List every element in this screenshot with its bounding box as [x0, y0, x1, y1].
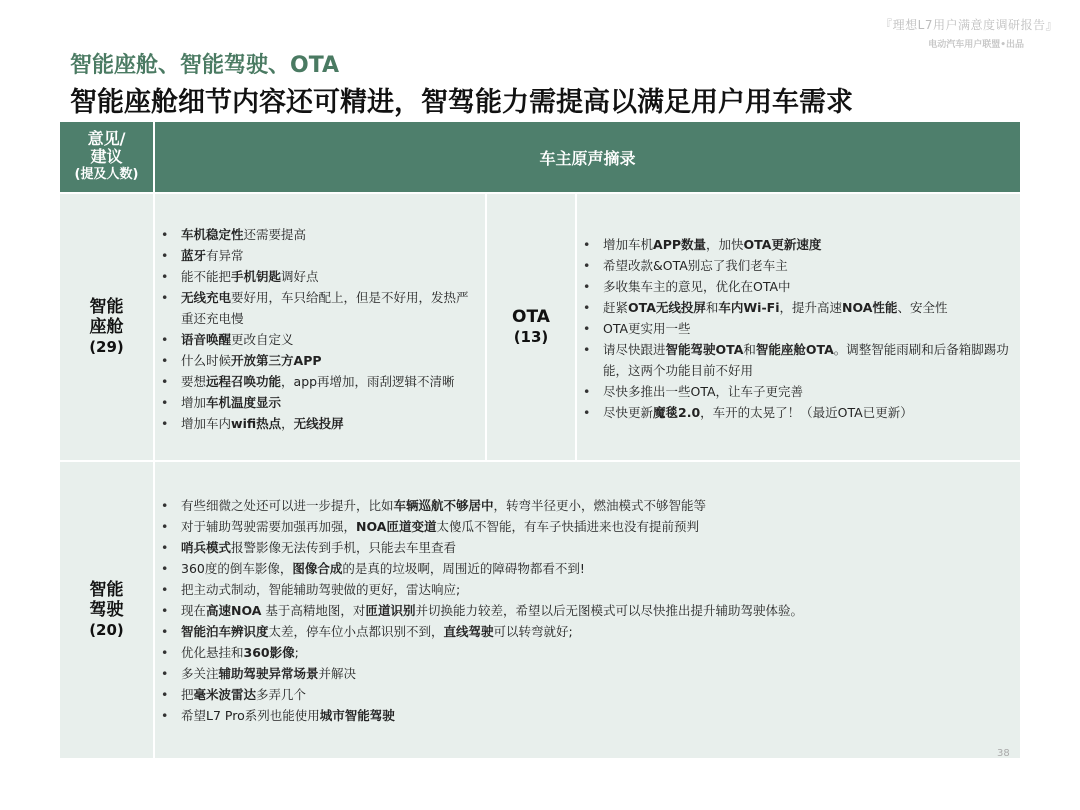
- quote-text: 增加: [181, 395, 207, 410]
- cockpit-quote-item: [157, 245, 475, 266]
- category-ota-count: (13): [513, 328, 549, 346]
- quote-text: 有些细微之处还可以进一步提升，比如: [181, 498, 394, 513]
- driving-quote-item: [157, 663, 1014, 684]
- cockpit-quote-item: [157, 350, 475, 371]
- quote-text: 报警影像无法传到手机，只能去车里查看: [231, 540, 457, 555]
- quote-text: 360度的倒车影像，: [181, 561, 293, 576]
- quote-highlight: 高速NOA: [206, 603, 262, 618]
- quote-text: 多弄几个: [256, 687, 307, 702]
- report-subtitle: 电动汽车用户联盟•出品: [928, 40, 1024, 50]
- driving-quotes-list: [157, 495, 1014, 726]
- quote-highlight: 开放第三方APP: [231, 353, 322, 368]
- quote-text: 太傻瓜不智能，有车子快插进来也没有提前预判: [436, 519, 699, 534]
- cockpit-quote-item: [157, 287, 475, 329]
- category-driving: [60, 462, 153, 758]
- quote-highlight: 魔毯2.0: [653, 405, 701, 420]
- quote-text: ，: [281, 416, 294, 431]
- category-cockpit-line1: 智能: [89, 297, 124, 317]
- quote-text: ，加快: [706, 237, 744, 252]
- quote-highlight: NOA匝道变道: [356, 519, 437, 534]
- ota-quote-item: [579, 381, 1014, 402]
- quote-text: 对于辅助驾驶需要加强再加强，: [181, 519, 357, 534]
- quote-highlight: 哨兵模式: [181, 540, 232, 555]
- ota-quote-item: [579, 297, 1014, 318]
- quote-text: 优化悬挂和: [181, 645, 244, 660]
- quote-highlight: wifi热点: [231, 416, 282, 431]
- quote-text: 希望L7 Pro系列也能使用: [181, 708, 320, 723]
- quote-text: 和: [705, 300, 719, 315]
- driving-quote-item: [157, 516, 1014, 537]
- driving-quote-item: [157, 621, 1014, 642]
- cockpit-quote-item: [157, 371, 475, 392]
- quote-text: 、安全性: [897, 300, 948, 315]
- quote-text: 现在: [181, 603, 207, 618]
- quote-text: 请尽快跟进: [603, 342, 666, 357]
- header-opinion-cell: [60, 122, 153, 192]
- quote-text: 有异常: [206, 248, 244, 263]
- header-opinion-line2: 建议: [90, 147, 123, 166]
- ota-quote-item: [579, 402, 1014, 423]
- quote-highlight: 车内Wi-Fi: [718, 300, 780, 315]
- quote-text: 基于高精地图，对: [261, 603, 366, 618]
- cockpit-quote-item: [157, 224, 475, 245]
- quote-highlight: 无线充电: [181, 290, 232, 305]
- category-driving-count: (20): [89, 621, 124, 639]
- driving-quote-item: [157, 558, 1014, 579]
- quote-text: 什么时候: [181, 353, 232, 368]
- quote-highlight: 辅助驾驶异常场景: [218, 666, 319, 681]
- quote-text: 。调整智能雨刷和后备箱脚踢功能，这两个功能目前不好用: [603, 342, 1009, 378]
- category-cockpit-count: (29): [89, 338, 124, 356]
- quote-text: 还需要提高: [243, 227, 307, 242]
- category-ota-name: OTA: [512, 307, 550, 327]
- cockpit-quote-item: [157, 266, 475, 287]
- quote-text: 并切换能力较差，希望以后无图模式可以尽快推出提升辅助驾驶体验。: [415, 603, 803, 618]
- driving-quote-item: [157, 537, 1014, 558]
- driving-quote-item: [157, 642, 1014, 663]
- quote-highlight: 图像合成: [292, 561, 343, 576]
- quote-highlight: 语音唤醒: [181, 332, 232, 347]
- quote-text: 要好用，车只给配上，但是不好用，发热严重还充电慢: [181, 290, 469, 326]
- page-headline: 智能座舱细节内容还可精进，智驾能力需提高以满足用户用车需求: [70, 87, 853, 118]
- quote-text: ，app再增加，雨刮逻辑不清晰: [281, 374, 455, 389]
- quote-text: 调好点: [281, 269, 319, 284]
- header-quotes-cell: 车主原声摘录: [155, 122, 1020, 192]
- category-driving-line2: 驾驶: [89, 600, 124, 620]
- cockpit-quote-item: [157, 413, 475, 434]
- driving-quote-item: [157, 495, 1014, 516]
- quote-text: 并解决: [318, 666, 357, 681]
- page-number: 38: [997, 748, 1010, 759]
- quote-text: 能不能把: [181, 269, 232, 284]
- quote-highlight: NOA性能: [842, 300, 898, 315]
- quote-highlight: OTA更新速度: [743, 237, 822, 252]
- quote-text: 增加车机: [603, 237, 654, 252]
- quote-highlight: OTA无线投屏: [628, 300, 706, 315]
- ota-quote-item: [579, 318, 1014, 339]
- quote-highlight: 智能驾驶OTA: [665, 342, 744, 357]
- category-cockpit: [60, 194, 153, 460]
- quote-text: 尽快多推出一些OTA，让车子更完善: [603, 384, 804, 399]
- quote-text: ，转弯半径更小，燃油模式不够智能等: [493, 498, 707, 513]
- category-cockpit-line2: 座舱: [89, 317, 124, 337]
- ota-quotes-list: [579, 234, 1014, 423]
- quote-text: 更改自定义: [231, 332, 294, 347]
- quote-highlight: 城市智能驾驶: [319, 708, 395, 723]
- quote-highlight: 无线投屏: [293, 416, 344, 431]
- quote-highlight: 智能座舱OTA: [755, 342, 834, 357]
- quote-text: 希望改款&OTA别忘了我们老车主: [603, 258, 788, 273]
- quote-text: 可以转弯就好;: [493, 624, 573, 639]
- quote-text: 多收集车主的意见，优化在OTA中: [603, 279, 791, 294]
- quote-highlight: 360影像: [243, 645, 295, 660]
- section-label: 智能座舱、智能驾驶、OTA: [70, 53, 340, 78]
- ota-quote-item: [579, 234, 1014, 255]
- quote-highlight: 直线驾驶: [443, 624, 494, 639]
- driving-quote-item: [157, 684, 1014, 705]
- quote-text: 太差，停车位小点都识别不到，: [268, 624, 444, 639]
- quote-text: 多关注: [181, 666, 219, 681]
- quote-highlight: 智能泊车辨识度: [181, 624, 269, 639]
- cockpit-quotes-list: [157, 224, 475, 434]
- ota-quote-item: [579, 276, 1014, 297]
- quote-text: 的是真的垃圾啊，周围近的障碍物都看不到!: [342, 561, 585, 576]
- quote-text: 赶紧: [603, 300, 629, 315]
- quote-text: ，车开的太晃了！（最近OTA已更新）: [700, 405, 913, 420]
- header-opinion-line1: 意见/: [87, 129, 126, 148]
- driving-quotes-cell: [155, 462, 1020, 758]
- report-title: 『理想L7用户满意度调研报告』: [880, 18, 1058, 32]
- driving-quote-item: [157, 705, 1014, 726]
- header-opinion-count: (提及人数): [74, 167, 139, 182]
- quote-text: 尽快更新: [603, 405, 654, 420]
- ota-quotes-cell: [577, 194, 1020, 460]
- quote-text: ;: [294, 645, 299, 660]
- quote-highlight: 远程召唤功能: [206, 374, 282, 389]
- quote-highlight: 毫米波雷达: [193, 687, 257, 702]
- ota-quote-item: [579, 339, 1014, 381]
- driving-quote-item: [157, 579, 1014, 600]
- cockpit-quote-item: [157, 392, 475, 413]
- quote-highlight: 手机钥匙: [231, 269, 282, 284]
- quote-text: 和: [743, 342, 756, 357]
- quote-text: ，提升高速: [779, 300, 842, 315]
- cockpit-quotes-cell: [155, 194, 485, 460]
- quote-highlight: 车辆巡航不够居中: [393, 498, 494, 513]
- feedback-table: [60, 122, 1020, 758]
- quote-text: OTA更实用一些: [603, 321, 691, 336]
- quote-highlight: 车机温度显示: [206, 395, 282, 410]
- quote-highlight: 匝道识别: [365, 603, 416, 618]
- quote-text: 增加车内: [181, 416, 232, 431]
- quote-highlight: 车机稳定性: [181, 227, 244, 242]
- category-driving-line1: 智能: [89, 580, 124, 600]
- quote-text: 把主动式制动，智能辅助驾驶做的更好，雷达响应;: [181, 582, 461, 597]
- quote-highlight: APP数量: [653, 237, 707, 252]
- ota-quote-item: [579, 255, 1014, 276]
- driving-quote-item: [157, 600, 1014, 621]
- cockpit-quote-item: [157, 329, 475, 350]
- category-ota: [487, 194, 575, 460]
- quote-text: 把: [181, 687, 194, 702]
- quote-text: 要想: [181, 374, 207, 389]
- quote-highlight: 蓝牙: [181, 248, 207, 263]
